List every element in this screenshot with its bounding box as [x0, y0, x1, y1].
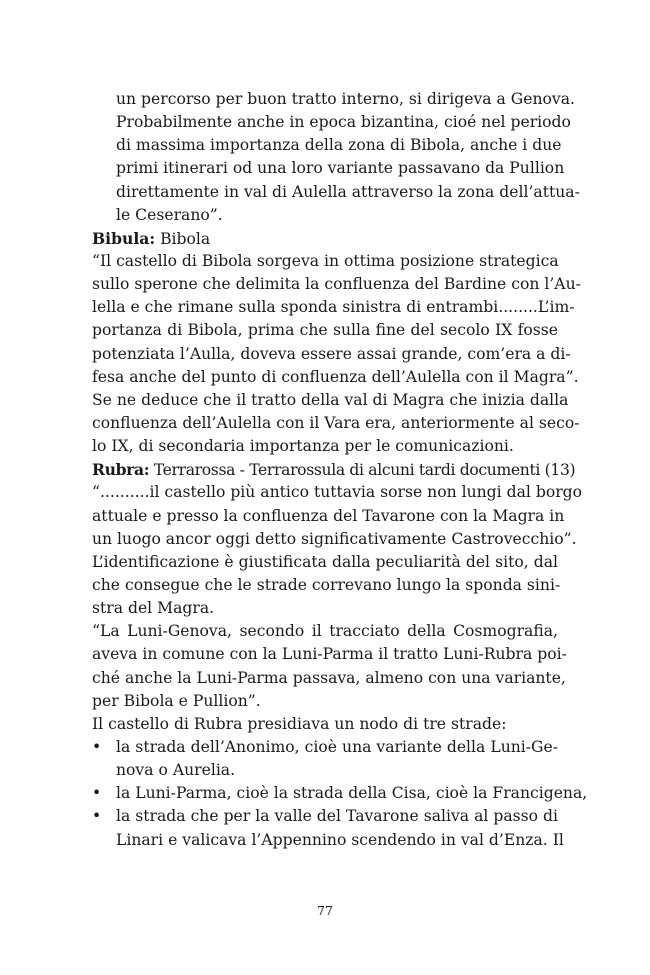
list-item	[92, 782, 588, 805]
text-line: aveva in comune con la Luni-Parma il tratto Luni-Rubra poi-	[92, 645, 567, 664]
list-item-text: la strada che per la valle del Tavarone saliva al passo di	[116, 807, 558, 826]
list-item-text: la Luni-Parma, cioè la strada della Cisa, cioè la Francigena,	[116, 784, 588, 803]
text-line: lella e che rimane sulla sponda sinistra di entrambi........L’im-	[92, 298, 575, 317]
list-item	[92, 736, 558, 759]
text-line: potenziata l’Aulla, doveva essere assai grande, com’era a di-	[92, 344, 571, 363]
entry-term: Rubra:	[92, 460, 150, 480]
page-number: 77	[317, 903, 333, 918]
text-line: nova o Aurelia.	[116, 761, 236, 780]
text-line: fesa anche del punto di confluenza dell’Aulella con il Magra”.	[92, 367, 579, 386]
text-line: Il castello di Rubra presidiava un nodo di tre strade:	[92, 714, 507, 733]
text-line: Linari e valicava l’Appennino scendendo in val d’Enza. Il	[116, 830, 564, 849]
text-line: attuale e presso la confluenza del Tavarone con la Magra in	[92, 506, 565, 525]
list-item-text: la strada dell’Anonimo, cioè una variante della Luni-Ge-	[116, 737, 558, 756]
text-line: di massima importanza della zona di Bibola, anche i due	[116, 136, 562, 155]
text-line: “..........il castello più antico tuttavia sorse non lungi dal borgo	[92, 483, 583, 502]
entry-definition: Terrarossa - Terrarossula di alcuni tardi documenti (13)	[149, 461, 576, 480]
text-line: stra del Magra.	[92, 599, 215, 618]
text-line: un percorso per buon tratto interno, si dirigeva a Genova.	[116, 90, 575, 108]
entry-definition: Bibola	[155, 229, 211, 248]
text-line: per Bibola e Pullion”.	[92, 691, 261, 710]
text-line: portanza di Bibola, prima che sulla fine del secolo IX fosse	[92, 321, 558, 340]
list-item	[92, 805, 558, 828]
entry-term: Bibula:	[92, 228, 156, 248]
text-line: lo IX, di secondaria importanza per le comunicazioni.	[92, 437, 514, 456]
text-line: primi itinerari od una loro variante passavano da Pullion	[116, 159, 565, 178]
text-line: “Il castello di Bibola sorgeva in ottima posizione strategica	[92, 251, 559, 270]
text-line: le Ceserano”.	[116, 205, 223, 224]
text-line: che consegue che le strade correvano lungo la sponda sini-	[92, 575, 561, 594]
bullet-icon: •	[92, 784, 102, 803]
text-line: un luogo ancor oggi detto significativamente Castrovecchio”.	[92, 529, 577, 548]
text-line: direttamente in val di Aulella attraverso la zona dell’attua-	[116, 182, 580, 201]
bullet-icon: •	[92, 737, 102, 756]
text-line: Probabilmente anche in epoca bizantina, cioé nel periodo	[116, 113, 571, 132]
entry-heading-rubra	[92, 458, 576, 481]
bullet-icon: •	[92, 807, 102, 826]
book-page-text	[92, 88, 588, 852]
text-line: Se ne deduce che il tratto della val di Magra che inizia dalla	[92, 390, 569, 409]
text-line: ché anche la Luni-Parma passava, almeno con una variante,	[92, 668, 566, 687]
text-line: “La Luni-Genova, secondo il tracciato della Cosmografia,	[92, 622, 558, 641]
text-line: confluenza dell’Aulella con il Vara era, anteriormente al seco-	[92, 413, 580, 432]
entry-heading-bibula	[92, 227, 558, 250]
text-line: L’identificazione è giustificata dalla peculiarità del sito, dal	[92, 552, 558, 571]
text-line: sullo sperone che delimita la confluenza del Bardine con l’Au-	[92, 275, 581, 294]
